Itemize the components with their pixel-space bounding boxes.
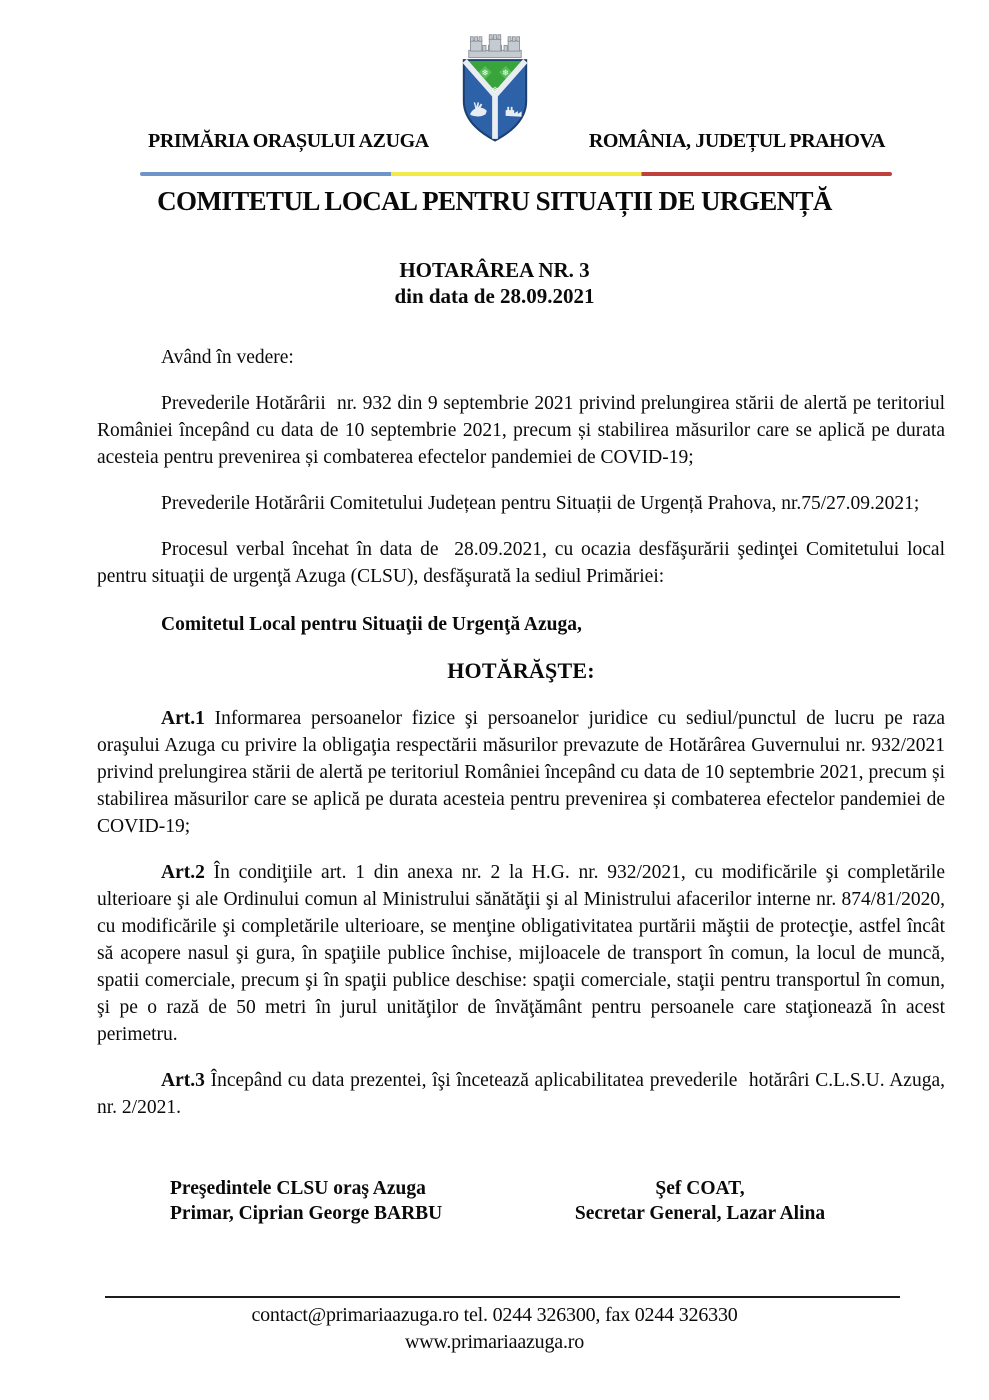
article-2-text: În condiţiile art. 1 din anexa nr. 2 la H.G. nr. 932/2021, cu modificările şi completările ulterioare şi ale Ordinului comun al Ministrului sănătăţii şi al Ministrului afacerilor interne nr. 874/81/2020, cu modificările şi completările ulterioare, se menţine obligativitatea purtării măştii de protecţie, astfel încât să acopere nasul şi gura, în spaţiile publice închise, mijloacele de transport în comun, la locul de muncă, spatii comerciale, precum şi în spaţii publice deschise: spaţii comerciale, staţii pentru transportul în comun, şi pe o rază de 50 metri în jurul unităţilor de învăţământ pentru persoanele care staţionează în acest perimetru. [97,862,950,1045]
decision-heading [0,257,989,309]
resolution-lead: Comitetul Local pentru Situaţii de Urgenţă Azuga, [161,614,582,635]
article-3 [97,1067,950,1121]
resolution-decree: HOTĂRĂŞTE: [447,658,595,683]
institution-name: PRIMĂRIA ORAȘULUI AZUGA [148,130,429,152]
article-2 [97,859,950,1048]
article-2-label: Art.2 [161,862,205,883]
article-3-label: Art.3 [161,1070,205,1091]
article-1 [97,705,950,840]
secretary-title: Şef COAT, [655,1178,745,1199]
preamble-paragraph: Prevederile Hotărârii nr. 932 din 9 septembrie 2021 privind prelungirea stării de alertă pe teritoriul României începând cu data de 10 septembrie 2021, precum și stabilirea măsurilor care se aplică pe durata acesteia pentru prevenirea și combaterea efectelor pandemiei de COVID-19; [97,393,950,468]
footer-contact: contact@primariaazuga.ro tel. 0244 326300, fax 0244 326330 [251,1304,738,1326]
president-title: Preşedintele CLSU oraş Azuga [170,1178,426,1199]
article-1-text: Informarea persoanelor fizice şi persoanelor juridice cu sediul/punctul de lucru pe raza oraşului Azuga cu privire la obligaţia respectării măsurilor prevazute de Hotărârea Guvernului nr. 932/2021 privind prelungirea stării de alertă pe teritoriul României începând cu data de 10 septembrie 2021, precum și stabilirea măsurilor care se aplică pe durata acesteia pentru prevenirea și combaterea efectelor pandemiei de COVID-19; [97,708,950,837]
preamble-intro: Având în vedere: [161,347,294,368]
document-body [97,344,950,1140]
footer [0,1302,989,1356]
decision-date: din data de 28.09.2021 [394,284,595,308]
footer-website: www.primariaazuga.ro [404,1331,585,1353]
decision-number: HOTARÂREA NR. 3 [399,258,590,282]
country-county: ROMÂNIA, JUDEȚUL PRAHOVA [588,130,885,152]
preamble-paragraph: Procesul verbal încehat în data de 28.09.2021, cu ocazia desfăşurării şedinţei Comitetului local pentru situaţii de urgenţă Azuga (CLSU), desfăşurată la sediul Primăriei: [97,539,950,587]
article-3-text: Începând cu data prezentei, îşi încetează aplicabilitatea prevederile hotărâri C.L.S.U. Azuga, nr. 2/2021. [97,1070,950,1118]
masthead-header [0,130,989,153]
committee-title: COMITETUL LOCAL PENTRU SITUAȚII DE URGENȚĂ [157,186,832,216]
preamble-paragraph: Prevederile Hotărârii Comitetului Județean pentru Situații de Urgență Prahova, nr.75/27.09.2021; [161,493,920,514]
signature-president [170,1176,442,1226]
footer-divider [105,1296,900,1298]
romanian-flag-divider [140,172,892,176]
svg-text:❄: ❄ [491,85,498,95]
svg-text:❄: ❄ [501,67,509,78]
secretary-name: Secretar General, Lazar Alina [574,1203,826,1224]
svg-text:❄: ❄ [481,67,489,78]
president-name: Primar, Ciprian George BARBU [170,1203,443,1224]
article-1-label: Art.1 [161,708,205,729]
signature-secretary [560,1176,840,1226]
